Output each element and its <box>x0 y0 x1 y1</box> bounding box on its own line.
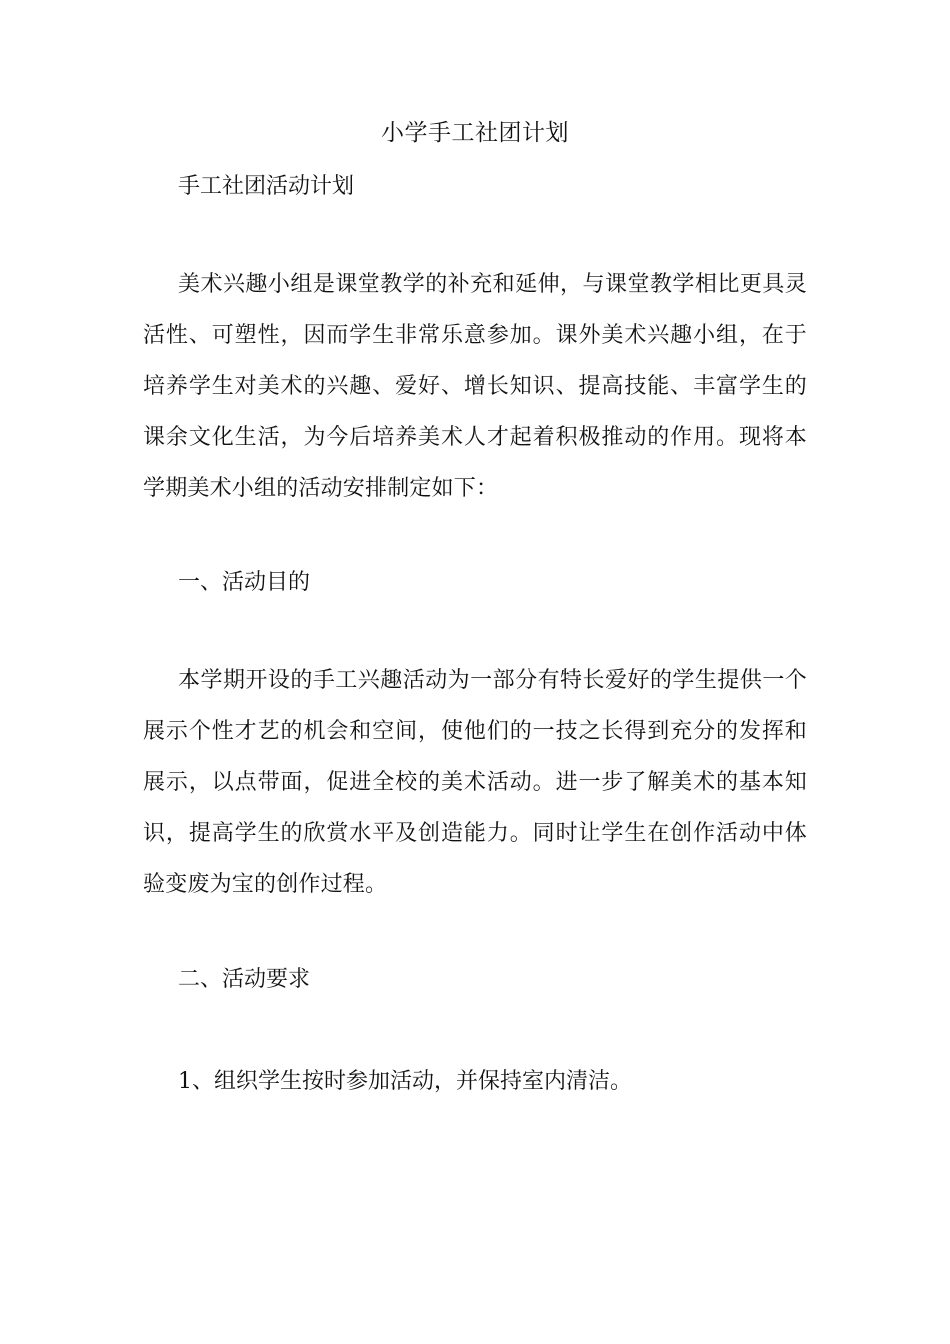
section-heading-requirements: 二、活动要求 <box>178 967 311 992</box>
requirement-item: 1、组织学生按时参加活动，并保持室内清洁。 <box>178 1069 632 1094</box>
intro-paragraph: 美术兴趣小组是课堂教学的补充和延伸，与课堂教学相比更具灵活性、可塑性，因而学生非常乐意参加。课外美术兴趣小组，在于培养学生对美术的兴趣、爱好、增长知识、提高技能、丰富学生的课余文化生活，为今后培养美术人才起着积极推动的作用。现将本学期美术小组的活动安排制定如下： <box>143 272 807 501</box>
purpose-paragraph: 本学期开设的手工兴趣活动为一部分有特长爱好的学生提供一个展示个性才艺的机会和空间，使他们的一技之长得到充分的发挥和展示，以点带面，促进全校的美术活动。进一步了解美术的基本知识，提高学生的欣赏水平及创造能力。同时让学生在创作活动中体验变废为宝的创作过程。 <box>143 668 807 897</box>
document-title: 小学手工社团计划 <box>381 120 569 146</box>
section-heading-purpose: 一、活动目的 <box>178 570 311 595</box>
document-subtitle: 手工社团活动计划 <box>178 174 355 199</box>
